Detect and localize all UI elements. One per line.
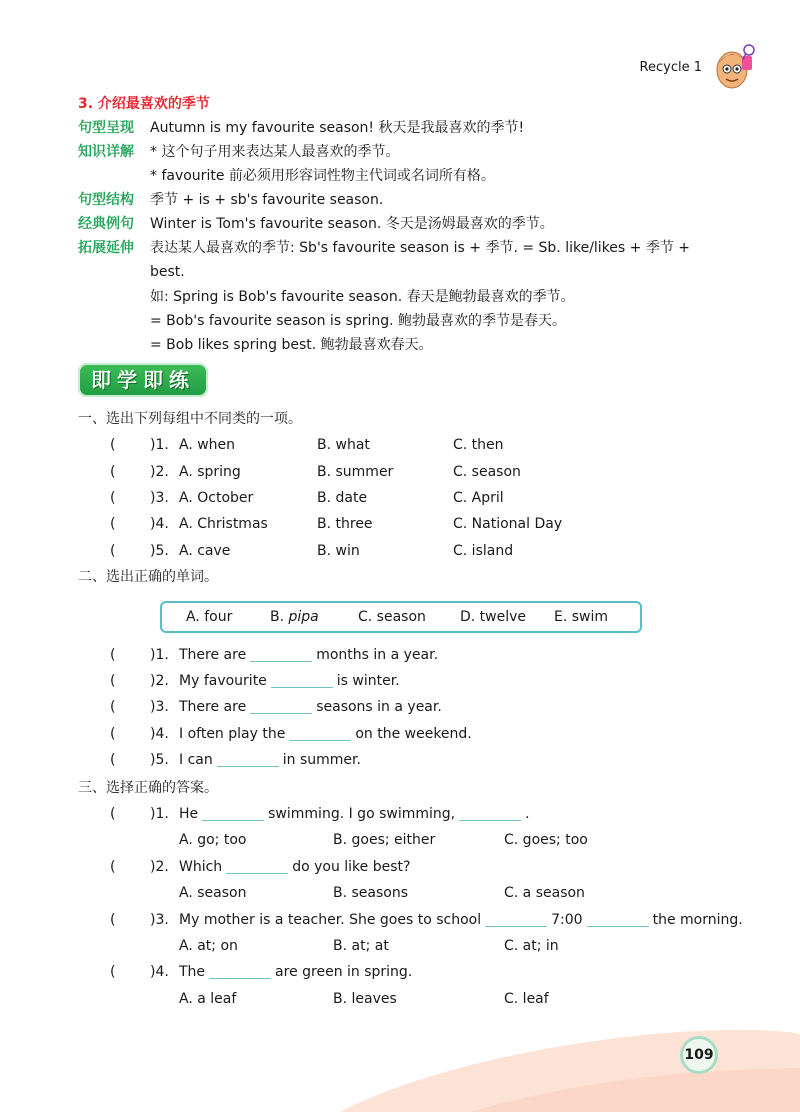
text-sentence-pattern: Autumn is my favourite season! 秋天是我最喜欢的季节!: [150, 120, 525, 136]
option-b: B. pipa: [270, 609, 319, 625]
question-text: [179, 671, 400, 691]
cartoon-character-icon: [712, 42, 758, 92]
option-a-text: A. go; too: [179, 832, 247, 848]
text-extension-1: 表达某人最喜欢的季节: Sb's favourite season is + 季节. = Sb. like/likes + 季节 +: [150, 240, 691, 256]
section-3-title: 3. 介绍最喜欢的季节: [78, 96, 210, 112]
question-text: [179, 962, 412, 982]
answer-slot[interactable]: [122, 541, 150, 561]
question-post: seasons in a year.: [316, 699, 442, 715]
option-d: D. twelve: [460, 609, 527, 625]
question-post: is winter.: [336, 673, 400, 689]
fill-blank[interactable]: [459, 819, 521, 821]
option-a-text: A. spring: [179, 464, 241, 480]
question-post: in summer.: [282, 752, 361, 768]
question-number: )5.: [150, 752, 169, 768]
option-b-text: B. at; at: [333, 938, 389, 954]
option-b-text: B. three: [317, 516, 373, 532]
question-post: months in a year.: [316, 647, 439, 663]
question-number: )1.: [150, 647, 169, 663]
question-text: [179, 804, 530, 824]
question-text: [179, 697, 442, 717]
question-number: )3.: [150, 912, 169, 928]
question-pre: There are: [179, 647, 247, 663]
question-number: )4.: [150, 516, 169, 532]
option-c-text: C. season: [453, 464, 521, 480]
option-a-text: A. a leaf: [179, 991, 237, 1007]
option-a-text: A. when: [179, 437, 236, 453]
answer-paren: (: [110, 726, 116, 742]
question-pre: There are: [179, 699, 247, 715]
question-number: )4.: [150, 964, 169, 980]
answer-paren: (: [110, 464, 116, 480]
question-part-2: do you like best?: [292, 859, 411, 875]
option-a-text: A. Christmas: [179, 516, 268, 532]
answer-paren: (: [110, 912, 116, 928]
page-number: 109: [680, 1036, 718, 1074]
answer-paren: (: [110, 699, 116, 715]
option-a-text: A. cave: [179, 543, 231, 559]
fill-blank[interactable]: [271, 686, 333, 688]
question-pre: I can: [179, 752, 213, 768]
answer-paren: (: [110, 543, 116, 559]
question-number: )2.: [150, 673, 169, 689]
answer-slot[interactable]: [122, 462, 150, 482]
question-number: )1.: [150, 437, 169, 453]
option-b-text: B. win: [317, 543, 360, 559]
option-c-text: C. island: [453, 543, 514, 559]
fill-blank[interactable]: [250, 712, 312, 714]
text-knowledge-detail-2: * favourite 前必须用形容词性物主代词或名词所有格。: [150, 168, 495, 184]
question-part-1: My mother is a teacher. She goes to school: [179, 912, 482, 928]
question-part-3: the morning.: [652, 912, 743, 928]
option-c-text: C. National Day: [453, 516, 563, 532]
text-extension-5: = Bob likes spring best. 鲍勃最喜欢春天。: [150, 337, 433, 353]
option-a-text: A. October: [179, 490, 254, 506]
question-part-3: .: [525, 806, 530, 822]
option-c-text: C. then: [453, 437, 504, 453]
word-options-box: [160, 601, 642, 633]
question-number: )5.: [150, 543, 169, 559]
question-number: )3.: [150, 490, 169, 506]
option-c-text: C. April: [453, 490, 504, 506]
text-extension-2: best.: [150, 264, 185, 280]
fill-blank[interactable]: [217, 765, 279, 767]
answer-paren: (: [110, 806, 116, 822]
fill-blank[interactable]: [587, 925, 649, 927]
question-number: )2.: [150, 859, 169, 875]
text-extension-4: = Bob's favourite season is spring. 鲍勃最喜欢的季节是春天。: [150, 313, 567, 329]
text-knowledge-detail-1: * 这个句子用来表达某人最喜欢的季节。: [150, 144, 400, 160]
question-part-2: swimming. I go swimming,: [268, 806, 456, 822]
text-classic-example: Winter is Tom's favourite season. 冬天是汤姆最喜欢的季节。: [150, 216, 554, 232]
option-b-text: B. seasons: [333, 885, 409, 901]
question-number: )2.: [150, 464, 169, 480]
option-a-text: A. season: [179, 885, 247, 901]
question-part-1: The: [179, 964, 206, 980]
answer-paren: (: [110, 673, 116, 689]
label-knowledge-detail: 知识详解: [78, 144, 134, 160]
option-e: E. swim: [554, 609, 609, 625]
answer-paren: (: [110, 752, 116, 768]
option-b-text: B. what: [317, 437, 370, 453]
option-c-text: C. goes; too: [504, 832, 588, 848]
question-pre: My favourite: [179, 673, 267, 689]
option-b-word: pipa: [288, 609, 319, 625]
answer-paren: (: [110, 964, 116, 980]
option-c-text: C. leaf: [504, 991, 549, 1007]
label-sentence-pattern: 句型呈现: [78, 120, 134, 136]
option-b-text: B. summer: [317, 464, 394, 480]
answer-slot[interactable]: [122, 514, 150, 534]
question-pre: I often play the: [179, 726, 286, 742]
question-number: )1.: [150, 806, 169, 822]
question-text: [179, 645, 438, 665]
answer-paren: (: [110, 516, 116, 532]
option-a: A. four: [186, 609, 233, 625]
part-3-title: 三、选择正确的答案。: [78, 780, 218, 796]
question-text: [179, 857, 410, 877]
question-number: )3.: [150, 699, 169, 715]
question-part-2: are green in spring.: [275, 964, 413, 980]
question-text: [179, 724, 472, 744]
practice-banner: [78, 363, 208, 397]
answer-paren: (: [110, 490, 116, 506]
question-post: on the weekend.: [355, 726, 472, 742]
option-b-text: B. leaves: [333, 991, 397, 1007]
option-c: C. season: [358, 609, 426, 625]
page-number-badge: [680, 1036, 718, 1074]
fill-blank[interactable]: [226, 872, 288, 874]
question-number: )4.: [150, 726, 169, 742]
part-1-title: 一、选出下列每组中不同类的一项。: [78, 411, 302, 427]
label-sentence-structure: 句型结构: [78, 192, 134, 208]
option-b-text: B. date: [317, 490, 368, 506]
unit-label: Recycle 1: [639, 60, 702, 75]
text-extension-3: 如: Spring is Bob's favourite season. 春天是鲍勃最喜欢的季节。: [150, 289, 575, 305]
question-part-2: 7:00: [551, 912, 583, 928]
answer-slot[interactable]: [122, 488, 150, 508]
option-b-text: B. goes; either: [333, 832, 436, 848]
fill-blank[interactable]: [209, 977, 271, 979]
label-extension: 拓展延伸: [78, 240, 134, 256]
option-c-text: C. a season: [504, 885, 585, 901]
fill-blank[interactable]: [485, 925, 547, 927]
answer-paren: (: [110, 647, 116, 663]
fill-blank[interactable]: [250, 660, 312, 662]
question-part-1: Which: [179, 859, 223, 875]
option-a-text: A. at; on: [179, 938, 238, 954]
label-classic-example: 经典例句: [78, 216, 134, 232]
question-part-1: He: [179, 806, 199, 822]
text-sentence-structure: 季节 + is + sb's favourite season.: [150, 192, 384, 208]
question-text: [179, 750, 361, 770]
part-2-title: 二、选出正确的单词。: [78, 569, 218, 585]
option-c-text: C. at; in: [504, 938, 559, 954]
answer-paren: (: [110, 859, 116, 875]
practice-banner-text: 即学即练: [91, 368, 195, 392]
answer-paren: (: [110, 437, 116, 453]
fill-blank[interactable]: [202, 819, 264, 821]
question-text: [179, 910, 743, 930]
answer-slot[interactable]: [122, 435, 150, 455]
fill-blank[interactable]: [289, 739, 351, 741]
